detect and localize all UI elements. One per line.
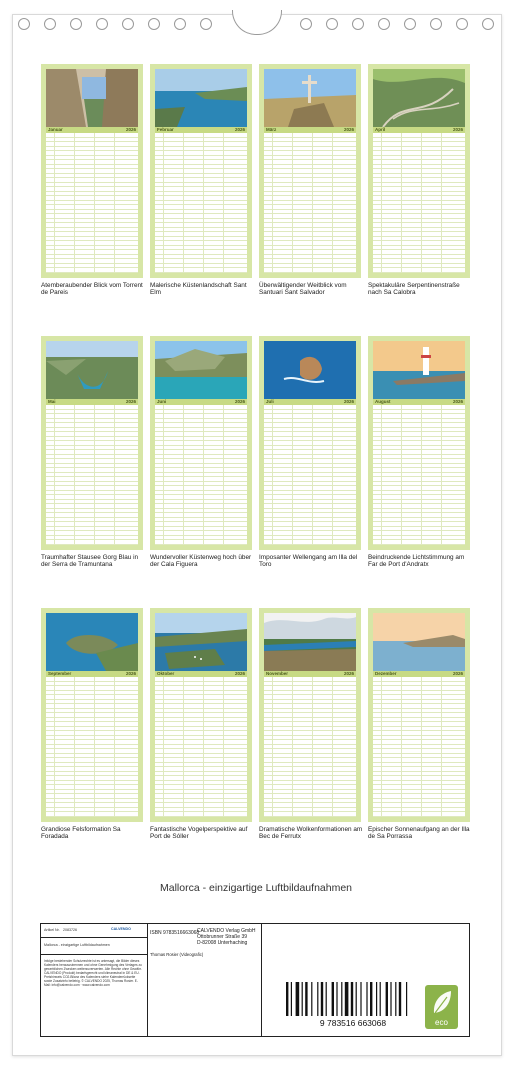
day-grid xyxy=(373,405,465,545)
publisher-street: Ottobrunner Straße 39 xyxy=(197,934,248,940)
grid-column-line xyxy=(94,133,95,273)
month-photo xyxy=(46,69,138,127)
month-name: August xyxy=(375,399,391,404)
month-caption: Imposanter Wellengang am Illa del Toro xyxy=(259,554,358,569)
binding-hole xyxy=(352,18,364,30)
month-panel xyxy=(150,64,252,278)
grid-column-line xyxy=(292,405,293,545)
grid-column-line xyxy=(114,677,115,817)
month-caption: Beindruckende Lichtstimmung am Far de Port d'Andratx xyxy=(368,554,465,569)
day-grid xyxy=(264,677,356,817)
grid-column-line xyxy=(401,405,402,545)
grid-column-line xyxy=(183,405,184,545)
grid-column-line xyxy=(272,677,273,817)
day-row xyxy=(264,268,356,273)
day-grid xyxy=(264,133,356,273)
grid-column-line xyxy=(163,405,164,545)
month-year: 2026 xyxy=(452,399,463,404)
grid-column-line xyxy=(421,405,422,545)
grid-column-line xyxy=(272,405,273,545)
month-panel xyxy=(41,608,143,822)
landscape-image xyxy=(46,613,138,671)
binding-hole xyxy=(200,18,212,30)
month-year: 2026 xyxy=(452,671,463,676)
publisher-logo: CALVENDO xyxy=(111,927,131,931)
eco-label: eco xyxy=(435,1018,448,1027)
grid-column-line xyxy=(381,677,382,817)
grid-column-line xyxy=(292,677,293,817)
month-panel xyxy=(41,64,143,278)
binding-hole xyxy=(456,18,468,30)
binding-hole xyxy=(174,18,186,30)
grid-column-line xyxy=(223,133,224,273)
grid-column-line xyxy=(74,133,75,273)
month-panel xyxy=(368,336,470,550)
month-photo xyxy=(264,341,356,399)
landscape-image xyxy=(264,341,356,399)
day-row xyxy=(155,812,247,817)
month-photo xyxy=(264,69,356,127)
divider xyxy=(41,937,147,938)
day-grid xyxy=(373,677,465,817)
month-year: 2026 xyxy=(234,671,245,676)
month-name: Januar xyxy=(48,127,63,132)
month-panel xyxy=(41,336,143,550)
landscape-image xyxy=(155,69,247,127)
binding-hole xyxy=(44,18,56,30)
month-caption: Spektakuläre Serpentinenstraße nach Sa Calobra xyxy=(368,282,460,297)
month-caption: Überwältigender Weitblick vom Santuari Sant Salvador xyxy=(259,282,347,297)
grid-column-line xyxy=(381,405,382,545)
landscape-image xyxy=(373,613,465,671)
article-label: Artikel Nr. xyxy=(44,928,60,932)
month-name: April xyxy=(375,127,386,132)
day-row xyxy=(373,812,465,817)
month-photo xyxy=(46,613,138,671)
grid-column-line xyxy=(441,677,442,817)
grid-column-line xyxy=(94,405,95,545)
month-caption: Atemberaubender Blick vom Torrent de Pareis xyxy=(41,282,143,297)
month-photo xyxy=(264,613,356,671)
day-row xyxy=(264,540,356,545)
grid-column-line xyxy=(441,133,442,273)
grid-column-line xyxy=(421,677,422,817)
month-panel xyxy=(150,608,252,822)
grid-column-line xyxy=(163,677,164,817)
day-grid xyxy=(155,405,247,545)
day-grid xyxy=(155,133,247,273)
grid-column-line xyxy=(94,677,95,817)
month-caption: Epischer Sonnenaufgang an der Illa de Sa Porrassa xyxy=(368,826,470,841)
month-caption: Wundervoller Küstenweg hoch über der Cala Figuera xyxy=(150,554,252,569)
month-year: 2026 xyxy=(125,671,136,676)
month-panel xyxy=(259,608,361,822)
grid-column-line xyxy=(183,133,184,273)
leaf-icon xyxy=(425,985,458,1029)
month-photo xyxy=(155,341,247,399)
grid-column-line xyxy=(183,677,184,817)
month-photo xyxy=(373,613,465,671)
binding-hole xyxy=(300,18,312,30)
month-year: 2026 xyxy=(234,399,245,404)
landscape-image xyxy=(155,341,247,399)
day-row xyxy=(155,268,247,273)
grid-column-line xyxy=(203,677,204,817)
month-photo xyxy=(155,69,247,127)
grid-column-line xyxy=(332,677,333,817)
month-name: März xyxy=(266,127,277,132)
grid-column-line xyxy=(312,677,313,817)
month-caption: Dramatische Wolkenformationen am Bec de Ferrutx xyxy=(259,826,363,841)
grid-column-line xyxy=(401,133,402,273)
day-grid xyxy=(46,133,138,273)
month-year: 2026 xyxy=(343,127,354,132)
month-panel xyxy=(150,336,252,550)
legal-text: Infolge bestehender Schutzrechte ist es untersagt, die Bilder dieses Kalenders herauszutrennen und ohne Genehmigung des Verlages zu gewerblichen Zwecken weiterzuverwerten. Alle Rechte ohne Gewähr. CALVENDO (Produkt) bedarfsgerecht und klimaneutral in DE & EU. Preishinweis CO2-Bilanz des Kalenders siehe Kalenderrückseite sowie Zusatzinfo beliebig. © CALVENDO 2025, Thomas Rosier. E-Mail: info@calvendo.com · www.calvendo.com xyxy=(44,959,142,987)
month-name: Oktober xyxy=(157,671,175,676)
binding-hole xyxy=(18,18,30,30)
landscape-image xyxy=(46,69,138,127)
landscape-image xyxy=(264,613,356,671)
grid-column-line xyxy=(54,677,55,817)
day-row xyxy=(155,540,247,545)
binding-hole xyxy=(96,18,108,30)
day-row xyxy=(46,268,138,273)
month-name: Juli xyxy=(266,399,274,404)
binding-hole xyxy=(404,18,416,30)
month-panel xyxy=(259,64,361,278)
day-row xyxy=(373,540,465,545)
grid-column-line xyxy=(74,677,75,817)
month-name: Mai xyxy=(48,399,56,404)
binding-hole xyxy=(378,18,390,30)
binding-hole xyxy=(70,18,82,30)
grid-column-line xyxy=(332,405,333,545)
month-photo xyxy=(373,341,465,399)
month-year: 2026 xyxy=(125,399,136,404)
month-caption: Fantastische Vogelperspektive auf Port de Sóller xyxy=(150,826,248,841)
day-grid xyxy=(373,133,465,273)
month-name: Dezember xyxy=(375,671,397,676)
grid-column-line xyxy=(312,405,313,545)
isbn: ISBN 9783516663068 xyxy=(150,930,200,936)
month-caption: Malerische Küstenlandschaft Sant Elm xyxy=(150,282,247,297)
month-panel xyxy=(259,336,361,550)
month-name: Februar xyxy=(157,127,174,132)
barcode xyxy=(280,980,426,1028)
publisher-city: D-82008 Unterhaching xyxy=(197,940,248,946)
article-number: 2083726 xyxy=(63,928,77,932)
month-caption: Traumhafter Stausee Gorg Blau in der Serra de Tramuntana xyxy=(41,554,139,569)
grid-column-line xyxy=(114,133,115,273)
month-photo xyxy=(46,341,138,399)
day-row xyxy=(264,812,356,817)
calendar-title: Mallorca - einzigartige Luftbildaufnahmen xyxy=(159,882,353,894)
day-row xyxy=(46,812,138,817)
day-row xyxy=(373,268,465,273)
grid-column-line xyxy=(401,677,402,817)
landscape-image xyxy=(264,69,356,127)
grid-column-line xyxy=(203,133,204,273)
month-year: 2026 xyxy=(343,671,354,676)
grid-column-line xyxy=(292,133,293,273)
month-name: Juni xyxy=(157,399,167,404)
month-year: 2026 xyxy=(343,399,354,404)
grid-column-line xyxy=(441,405,442,545)
product-title: Mallorca - einzigartige Luftbildaufnahmen xyxy=(44,943,110,947)
month-caption: Grandiose Felsformation Sa Foradada xyxy=(41,826,121,841)
month-panel xyxy=(368,608,470,822)
month-photo xyxy=(373,69,465,127)
grid-column-line xyxy=(421,133,422,273)
publisher-name: CALVENDO Verlag GmbH xyxy=(197,928,256,934)
grid-column-line xyxy=(332,133,333,273)
month-photo xyxy=(155,613,247,671)
landscape-image xyxy=(155,613,247,671)
barcode-number: 9 783516 663068 xyxy=(319,1018,387,1028)
grid-column-line xyxy=(74,405,75,545)
grid-column-line xyxy=(54,405,55,545)
month-year: 2026 xyxy=(452,127,463,132)
binding-hole xyxy=(122,18,134,30)
grid-column-line xyxy=(163,133,164,273)
day-grid xyxy=(264,405,356,545)
binding-hole xyxy=(326,18,338,30)
day-row xyxy=(46,540,138,545)
grid-column-line xyxy=(203,405,204,545)
grid-column-line xyxy=(114,405,115,545)
binding-hole xyxy=(482,18,494,30)
month-year: 2026 xyxy=(234,127,245,132)
binding-hole xyxy=(148,18,160,30)
grid-column-line xyxy=(54,133,55,273)
month-year: 2026 xyxy=(125,127,136,132)
month-name: September xyxy=(48,671,72,676)
landscape-image xyxy=(46,341,138,399)
day-grid xyxy=(46,677,138,817)
grid-column-line xyxy=(223,405,224,545)
binding-hole xyxy=(430,18,442,30)
month-name: November xyxy=(266,671,289,676)
divider xyxy=(41,954,147,955)
month-panel xyxy=(368,64,470,278)
photographer: Thomas Rosier (Videografic) xyxy=(150,952,204,957)
day-grid xyxy=(155,677,247,817)
grid-column-line xyxy=(312,133,313,273)
landscape-image xyxy=(373,69,465,127)
info-left-column xyxy=(41,924,148,1036)
landscape-image xyxy=(373,341,465,399)
grid-column-line xyxy=(223,677,224,817)
eco-badge xyxy=(425,985,458,1029)
grid-column-line xyxy=(272,133,273,273)
day-grid xyxy=(46,405,138,545)
grid-column-line xyxy=(381,133,382,273)
